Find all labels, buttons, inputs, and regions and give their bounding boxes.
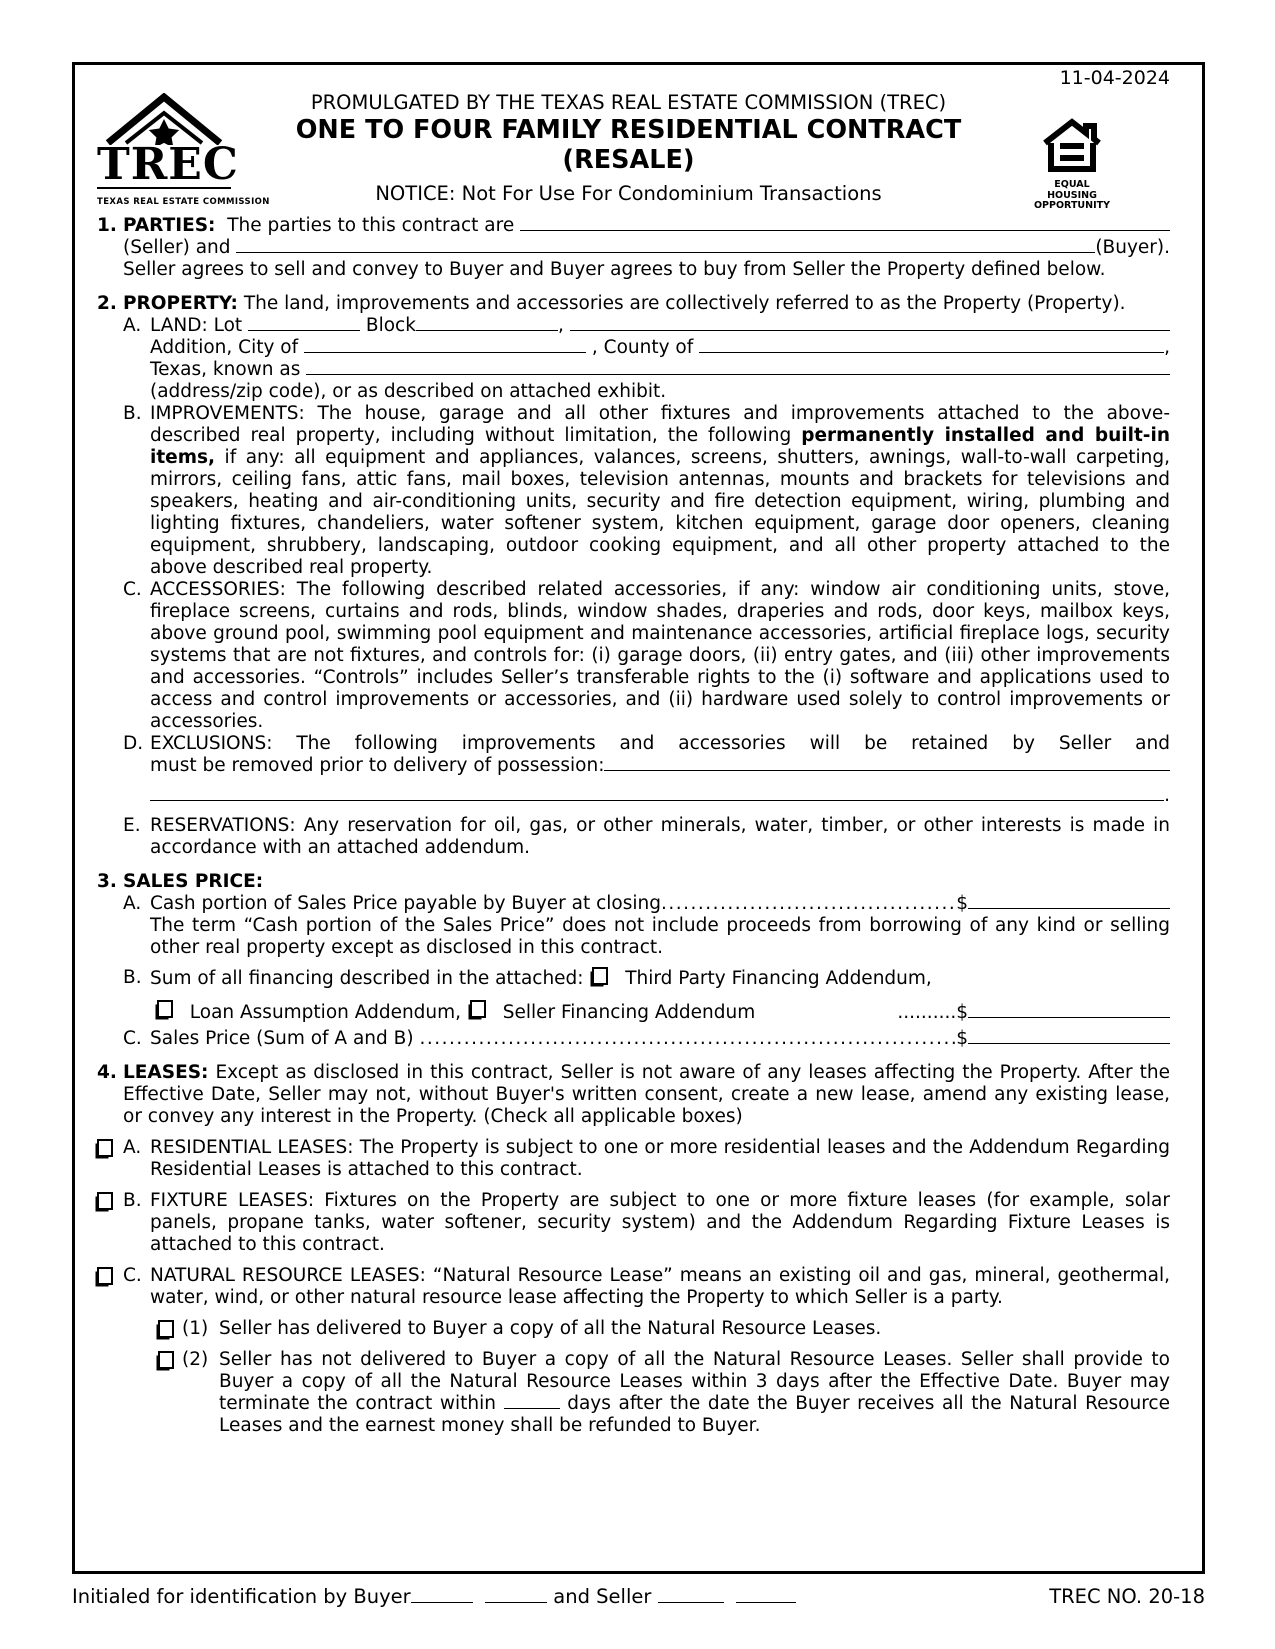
trec-logo (97, 93, 270, 213)
natural-resource-option-2 (158, 1349, 1170, 1437)
dot-leader (661, 893, 956, 915)
loan-assumption-label: Loan Assumption Addendum, (189, 1002, 467, 1023)
section-parties (97, 215, 1170, 281)
section-number: 4. (97, 1062, 117, 1083)
exclusions-line1: EXCLUSIONS: The following improvements and accessories will be retained by Seller and (150, 733, 1170, 754)
city-blank[interactable] (304, 337, 586, 353)
third-party-financing-checkbox[interactable] (592, 967, 608, 985)
parties-label: PARTIES: (123, 215, 216, 236)
item-letter: A. (123, 1137, 142, 1158)
page-footer (72, 1586, 1205, 1608)
property-land (123, 315, 1170, 403)
trec-caption: TEXAS REAL ESTATE COMMISSION (97, 187, 231, 213)
financing-dots: .......... (897, 1002, 957, 1023)
natural-resource-leases-checkbox[interactable] (97, 1267, 113, 1285)
leases-body: Except as disclosed in this contract, Seller is not aware of any leases affecting the Property. After the Effective Date, Seller may not, without Buyer's written consent, create a new lease, amend any existing lease, or convey any interest in the Property. (Check all applicable boxes) (123, 1062, 1170, 1127)
total-amount-blank[interactable] (968, 1028, 1170, 1044)
nrl-not-delivered-text-pre: Seller has not delivered to Buyer a copy of all the Natural Resource Leases. Seller shall provide to Buyer a copy of all the Natural Resource Leases within 3 days after the Effective Date. Buyer may terminate the contract within (219, 1349, 1170, 1414)
trec-acronym: TREC (97, 139, 239, 190)
parties-lead: The parties to this contract are (215, 215, 521, 236)
leases-label: LEASES: (123, 1062, 209, 1083)
nrl-delivered-text: Seller has delivered to Buyer a copy of all the Natural Resource Leases. (219, 1318, 882, 1339)
item-letter: B. (123, 403, 142, 424)
cash-amount-blank[interactable] (968, 893, 1170, 909)
exclusions-blank-1[interactable] (604, 755, 1170, 771)
item-letter: A. (123, 893, 142, 914)
form-number: TREC NO. 20-18 (1049, 1585, 1205, 1608)
land-known-label: Texas, known as (150, 359, 307, 380)
contract-page-border (72, 62, 1205, 1574)
seller-initial-blank-1[interactable] (658, 1587, 724, 1603)
parties-body: Seller agrees to sell and convey to Buyer and Buyer agrees to buy from Seller the Property defined below. (123, 259, 1106, 280)
item-letter: E. (123, 815, 141, 836)
property-label: PROPERTY: (123, 293, 238, 314)
seller-financing-checkbox[interactable] (470, 1000, 486, 1018)
seller-financing-label: Seller Financing Addendum (502, 1002, 762, 1023)
sales-price-total (123, 1028, 1170, 1050)
property-improvements (123, 403, 1170, 579)
section-number: 2. (97, 293, 117, 314)
equal-housing-line1: EQUAL HOUSING (1047, 179, 1097, 201)
property-accessories (123, 579, 1170, 733)
lot-blank[interactable] (248, 315, 360, 331)
sales-price-cash (123, 893, 1170, 959)
land-county-label: , County of (586, 337, 700, 358)
trec-roof-star-icon (104, 93, 224, 145)
section-sales-price (97, 871, 1170, 1050)
option-tag: (1) (182, 1318, 209, 1339)
property-reservations (123, 815, 1170, 859)
buyer-names-blank[interactable] (236, 237, 1095, 253)
option-tag: (2) (182, 1349, 209, 1370)
equal-housing-line2: OPPORTUNITY (1033, 200, 1110, 211)
residential-leases-checkbox[interactable] (97, 1139, 113, 1157)
exclusions-blank-2[interactable] (150, 785, 1164, 801)
item-letter: C. (123, 1265, 142, 1286)
land-comma: , (557, 315, 570, 336)
cash-portion-note: The term “Cash portion of the Sales Price” does not include proceeds from borrowing of any kind or selling other real property except as disclosed in this contract. (150, 915, 1170, 958)
land-city-label: Addition, City of (150, 337, 305, 358)
sales-price-total-label: Sales Price (Sum of A and B) (150, 1028, 420, 1049)
block-blank[interactable] (416, 315, 558, 331)
land-lot-label: LAND: Lot (150, 315, 249, 336)
item-letter: B. (123, 1190, 142, 1211)
item-letter: C. (123, 1028, 142, 1049)
dollar-sign: $ (956, 893, 968, 914)
seller-tag: (Seller) and (123, 237, 237, 258)
financing-lead: Sum of all financing described in the attached: (150, 968, 590, 989)
footer-seller-label: and Seller (547, 1585, 658, 1608)
address-blank[interactable] (306, 359, 1170, 375)
dollar-sign: $ (956, 1002, 968, 1023)
item-letter: D. (123, 733, 144, 754)
improvements-text-pre: IMPROVEMENTS: The house, garage and all other fixtures and improvements attached to the above-described real property, including without limitation, the following (150, 403, 1170, 446)
nrl-not-delivered-text-post: days after the date the Buyer receives all the Natural Resource Leases and the earnest money shall be refunded to Buyer. (219, 1393, 1170, 1436)
natural-resource-option-1 (158, 1318, 1170, 1340)
fixture-leases-checkbox[interactable] (97, 1192, 113, 1210)
header-titles (97, 91, 1170, 205)
section-leases (97, 1062, 1170, 1437)
exclusions-period: . (1164, 785, 1170, 806)
county-blank[interactable] (699, 337, 1164, 353)
item-letter: A. (123, 315, 142, 336)
improvements-text-bold: permanently installed and built-in items, (150, 425, 1170, 468)
sales-price-financing (123, 967, 1170, 1024)
reservations-text: RESERVATIONS: Any reservation for oil, gas, or other minerals, water, timber, or other interests is made in accordance with an attached addendum. (150, 815, 1170, 858)
fixture-leases-text: FIXTURE LEASES: Fixtures on the Property are subject to one or more fixture leases (for example, solar panels, propane tanks, water softener, security system) and the Addendum Regarding Fixture Leases is attached to this contract. (150, 1190, 1170, 1255)
promulgated-line: PROMULGATED BY THE TEXAS REAL ESTATE COMMISSION (TREC) (310, 91, 947, 114)
dollar-sign: $ (956, 1028, 968, 1049)
equal-housing-house-icon (1039, 117, 1105, 173)
nrl-delivered-checkbox[interactable] (158, 1320, 174, 1338)
addition-blank[interactable] (570, 315, 1170, 331)
section-number: 1. (97, 215, 117, 236)
buyer-tag: (Buyer). (1095, 237, 1170, 258)
property-exclusions (123, 733, 1170, 807)
equal-housing-caption (1032, 180, 1112, 212)
land-block-label: Block (360, 315, 416, 336)
accessories-text: ACCESSORIES: The following described related accessories, if any: window air conditioning units, stove, fireplace screens, curtains and rods, blinds, window shades, draperies and rods, door keys, mailbox keys, above ground pool, swimming pool equipment and maintenance accessories, artificial fireplace logs, security systems that are not fixtures, and controls for: (i) garage doors, (ii) entry gates, and (iii) other improvements and accessories. “Controls” includes Seller’s transferable rights to the (i) software and applications used to access and control improvements or accessories, and (ii) hardware used solely to control improvements or accessories. (150, 579, 1170, 732)
fixture-leases-item (123, 1190, 1170, 1256)
land-address-note: (address/zip code), or as described on attached exhibit. (150, 381, 667, 402)
land-comma2: , (1164, 337, 1170, 358)
loan-assumption-checkbox[interactable] (157, 1000, 173, 1018)
section-number: 3. (97, 871, 117, 892)
property-body: The land, improvements and accessories are collectively referred to as the Property (Property). (243, 293, 1126, 314)
dot-leader (419, 1028, 956, 1050)
third-party-financing-label: Third Party Financing Addendum, (625, 968, 932, 989)
section-property (97, 293, 1170, 859)
item-letter: B. (123, 967, 142, 988)
parties-names-blank[interactable] (520, 215, 1170, 231)
equal-housing-logo (1032, 117, 1112, 212)
item-letter: C. (123, 579, 142, 600)
termination-days-blank[interactable] (504, 1393, 560, 1409)
sales-price-label: SALES PRICE: (123, 871, 264, 892)
exclusions-line2: must be removed prior to delivery of possession: (150, 755, 605, 776)
seller-initial-blank-2[interactable] (736, 1587, 796, 1603)
form-title: ONE TO FOUR FAMILY RESIDENTIAL CONTRACT (RESALE) (295, 115, 962, 175)
buyer-initial-blank-2[interactable] (485, 1587, 547, 1603)
financing-amount-blank[interactable] (968, 1002, 1170, 1018)
cash-portion-label: Cash portion of Sales Price payable by Buyer at closing (150, 893, 661, 914)
buyer-initial-blank-1[interactable] (411, 1587, 473, 1603)
improvements-text-post: if any: all equipment and appliances, valances, screens, shutters, awnings, wall-to-wall carpeting, mirrors, ceiling fans, attic fans, mail boxes, television antennas, mounts and brackets for televisions and speakers, heating and air-conditioning units, security and fire detection equipment, wiring, plumbing and lighting fixtures, chandeliers, water softener system, kitchen equipment, garage door openers, cleaning equipment, shrubbery, landscaping, outdoor cooking equipment, and all other property attached to the above described real property. (150, 447, 1170, 578)
nrl-not-delivered-checkbox[interactable] (158, 1351, 174, 1369)
form-header (97, 91, 1170, 211)
residential-leases-item (123, 1137, 1170, 1181)
footer-initial-label: Initialed for identification by Buyer (72, 1585, 411, 1608)
revision-date: 11-04-2024 (1059, 67, 1170, 89)
natural-resource-leases-text: NATURAL RESOURCE LEASES: “Natural Resource Lease” means an existing oil and gas, mineral, geothermal, water, wind, or other natural resource lease affecting the Property to which Seller is a party. (150, 1265, 1170, 1308)
notice-line: NOTICE: Not For Use For Condominium Transactions (375, 182, 882, 205)
natural-resource-leases-item (123, 1265, 1170, 1437)
residential-leases-text: RESIDENTIAL LEASES: The Property is subject to one or more residential leases and the Addendum Regarding Residential Leases is attached to this contract. (150, 1137, 1170, 1180)
